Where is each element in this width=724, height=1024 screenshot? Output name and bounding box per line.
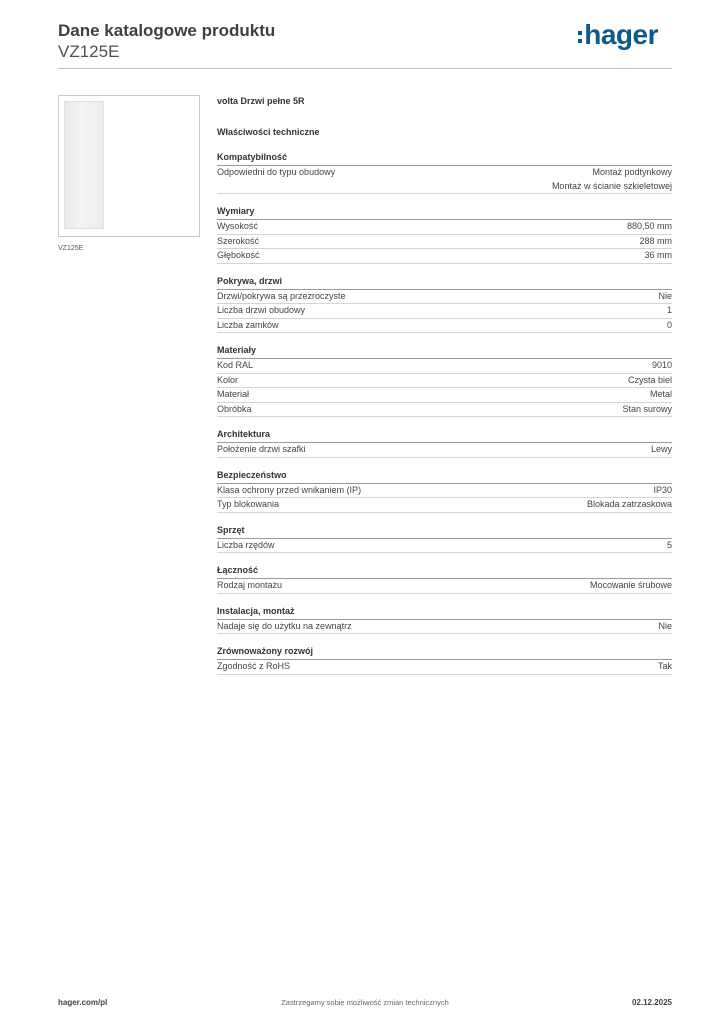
spec-value xyxy=(653,484,672,498)
spec-value-line: 1 xyxy=(666,305,672,315)
footer-website-link[interactable]: hager.com/pl xyxy=(58,998,108,1007)
spec-section xyxy=(217,469,672,513)
spec-value-line: IP30 xyxy=(653,484,672,495)
spec-label: Wysokość xyxy=(217,221,258,231)
spec-value-line: 5 xyxy=(666,539,672,550)
spec-value-line: 288 mm xyxy=(639,235,672,246)
spec-value-line: Nie xyxy=(658,620,672,631)
section-title: Bezpieczeństwo xyxy=(217,469,672,484)
product-image xyxy=(58,95,200,237)
spec-value-line: Blokada zatrzaskowa xyxy=(586,499,672,509)
spec-value-line: 880,50 mm xyxy=(626,221,672,231)
spec-label: Zgodność z RoHS xyxy=(217,661,291,671)
spec-row xyxy=(217,579,672,594)
section-title: Sprzęt xyxy=(217,524,672,539)
spec-value-line: 0 xyxy=(666,319,672,330)
spec-row xyxy=(217,319,672,334)
section-title: Instalacja, montaż xyxy=(217,605,672,620)
spec-row xyxy=(217,235,672,250)
spec-value-line: Montaż podtynkowy xyxy=(592,167,672,177)
spec-value xyxy=(658,660,672,674)
spec-section xyxy=(217,524,672,554)
spec-value xyxy=(644,249,672,263)
spec-value-line: 36 mm xyxy=(644,250,672,260)
spec-label: Klasa ochrony przed wnikaniem (IP) xyxy=(217,484,362,495)
spec-sections xyxy=(217,151,672,675)
spec-row xyxy=(217,166,672,194)
section-title: Pokrywa, drzwi xyxy=(217,275,672,290)
header-divider xyxy=(58,68,672,69)
spec-label: Szerokość xyxy=(217,235,260,246)
spec-content xyxy=(217,96,672,686)
spec-row xyxy=(217,484,672,499)
spec-value-line: Mocowanie śrubowe xyxy=(589,580,672,590)
page-header xyxy=(58,20,672,68)
spec-value xyxy=(622,403,672,417)
spec-row xyxy=(217,304,672,319)
spec-value xyxy=(652,359,672,373)
spec-label: Obróbka xyxy=(217,403,252,414)
image-caption: VZ125E xyxy=(58,245,84,252)
spec-value-line: Nie xyxy=(658,290,672,301)
logo-dots-icon xyxy=(578,31,582,43)
spec-label: Odpowiedni do typu obudowy xyxy=(217,167,336,177)
spec-row xyxy=(217,249,672,264)
spec-label: Liczba rzędów xyxy=(217,539,275,550)
spec-value xyxy=(552,166,672,193)
section-title: Materiały xyxy=(217,344,672,359)
spec-row xyxy=(217,403,672,418)
spec-label: Głębokość xyxy=(217,250,260,260)
spec-row xyxy=(217,498,672,513)
spec-section xyxy=(217,645,672,675)
spec-value xyxy=(658,620,672,634)
spec-label: Rodzaj montażu xyxy=(217,580,283,590)
spec-value-line: Metal xyxy=(649,389,672,399)
spec-row xyxy=(217,443,672,458)
product-code: VZ125E xyxy=(58,42,120,61)
brand-logo xyxy=(578,20,658,50)
footer-date: 02.12.2025 xyxy=(631,998,672,1007)
spec-label: Położenie drzwi szafki xyxy=(217,444,306,454)
section-title: Zrównoważony rozwój xyxy=(217,645,672,660)
section-title: Łączność xyxy=(217,564,672,579)
spec-value xyxy=(627,220,672,234)
spec-row xyxy=(217,374,672,389)
tech-properties-title: Właściwości techniczne xyxy=(217,127,320,137)
spec-label: Typ blokowania xyxy=(217,499,280,509)
spec-section xyxy=(217,428,672,458)
spec-value xyxy=(667,304,672,318)
spec-label: Kod RAL xyxy=(217,360,254,370)
spec-value xyxy=(639,235,672,249)
spec-row xyxy=(217,539,672,554)
spec-value xyxy=(658,290,672,304)
spec-value xyxy=(667,319,672,333)
spec-section xyxy=(217,564,672,594)
spec-row xyxy=(217,359,672,374)
spec-value xyxy=(650,388,672,402)
spec-label: Liczba zamków xyxy=(217,319,279,330)
spec-row xyxy=(217,620,672,635)
spec-value xyxy=(651,443,672,457)
section-title: Kompatybilność xyxy=(217,151,672,166)
spec-value-line: Czysta biel xyxy=(627,374,672,385)
spec-label: Drzwi/pokrywa są przezroczyste xyxy=(217,290,346,301)
section-title: Wymiary xyxy=(217,205,672,220)
door-panel-image xyxy=(64,101,104,229)
spec-section xyxy=(217,344,672,417)
spec-value xyxy=(667,539,672,553)
footer-disclaimer: Zastrzegamy sobie możliwość zmian technicznych xyxy=(281,998,449,1007)
spec-value-line: 9010 xyxy=(651,360,672,370)
spec-label: Materiał xyxy=(217,389,250,399)
spec-value-line: Stan surowy xyxy=(622,403,672,414)
spec-value xyxy=(590,579,672,593)
spec-value-line: Lewy xyxy=(650,444,672,454)
spec-label: Nadaje się do użytku na zewnątrz xyxy=(217,620,352,631)
product-name: volta Drzwi pełne 5R xyxy=(217,96,305,106)
spec-value-line: Tak xyxy=(657,661,672,671)
logo-text: hager xyxy=(584,19,658,50)
spec-row xyxy=(217,290,672,305)
spec-row xyxy=(217,388,672,403)
page-title: Dane katalogowe produktu xyxy=(58,21,276,40)
spec-value xyxy=(587,498,672,512)
spec-row xyxy=(217,220,672,235)
spec-section xyxy=(217,605,672,635)
spec-section xyxy=(217,275,672,334)
spec-section xyxy=(217,205,672,264)
spec-section xyxy=(217,151,672,194)
spec-row xyxy=(217,660,672,675)
spec-value-line: Montaż w ścianie szkieletowej xyxy=(551,180,672,191)
section-title: Architektura xyxy=(217,428,672,443)
spec-label: Liczba drzwi obudowy xyxy=(217,305,306,315)
spec-label: Kolor xyxy=(217,374,239,385)
spec-value xyxy=(628,374,672,388)
